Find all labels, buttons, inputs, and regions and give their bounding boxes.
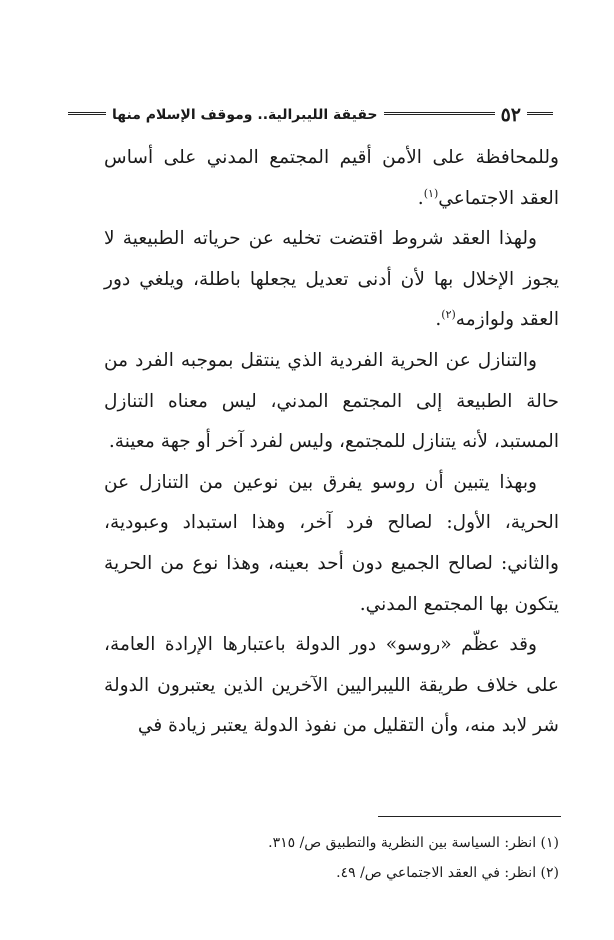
footnote-ref-1: (١)	[423, 186, 439, 200]
paragraph-4-text: وبهذا يتبين أن روسو يفرق بين نوعين من التنازل عن الحرية، الأول: لصالح فرد آخر، وهذا استبداد وعبودية، والثاني: لصالح الجميع دون أحد بعينه، وهذا نوع من الحرية يتكون بها المجتمع المدني.	[104, 471, 559, 615]
footnotes	[104, 828, 559, 888]
paragraph-1-text: وللمحافظة على الأمن أقيم المجتمع المدني على أساس العقد الاجتماعي	[104, 147, 559, 209]
paragraph-3-text: والتنازل عن الحرية الفردية الذي ينتقل بموجبه الفرد من حالة الطبيعة إلى المجتمع المدني، ليس معناه التنازل المستبد، لأنه يتنازل للمجتمع، وليس لفرد آخر أو جهة معينة.	[104, 349, 559, 453]
paragraph-2-text: ولهذا العقد شروط اقتضت تخليه عن حرياته الطبيعية لا يجوز الإخلال بها لأن أدنى تعديل يجعلها باطلة، ويلغي دور العقد ولوازمه	[104, 228, 559, 331]
paragraph-5	[104, 625, 559, 747]
footnote-separator	[378, 816, 561, 817]
paragraph-1-end: .	[417, 187, 424, 209]
running-title: حقيقة الليبرالية.. وموقف الإسلام منها	[112, 107, 378, 123]
running-header	[68, 100, 553, 130]
paragraph-2	[104, 219, 559, 341]
footnote-ref-2: (٢)	[441, 308, 456, 322]
paragraph-5-text: وقد عظّم «روسو» دور الدولة باعتبارها الإرادة العامة، على خلاف طريقة الليبراليين الآخرين الذين يعتبرون الدولة شر لابد منه، وأن التقليل من نفوذ الدولة يعتبر زيادة في	[104, 634, 559, 737]
header-rule-right	[527, 112, 553, 118]
header-rule-left	[68, 112, 106, 118]
footnote-1: (١) انظر: السياسة بين النظرية والتطبيق ص/ ٣١٥.	[268, 835, 559, 851]
paragraph-3	[104, 341, 559, 463]
page-number: ٥٢	[500, 104, 521, 126]
header-rule-middle	[384, 112, 495, 118]
paragraph-4	[104, 463, 559, 625]
paragraph-2-end: .	[435, 309, 442, 331]
paragraph-1	[104, 138, 559, 219]
body-text	[104, 138, 559, 747]
footnote-2: (٢) انظر: في العقد الاجتماعي ص/ ٤٩.	[336, 865, 559, 881]
